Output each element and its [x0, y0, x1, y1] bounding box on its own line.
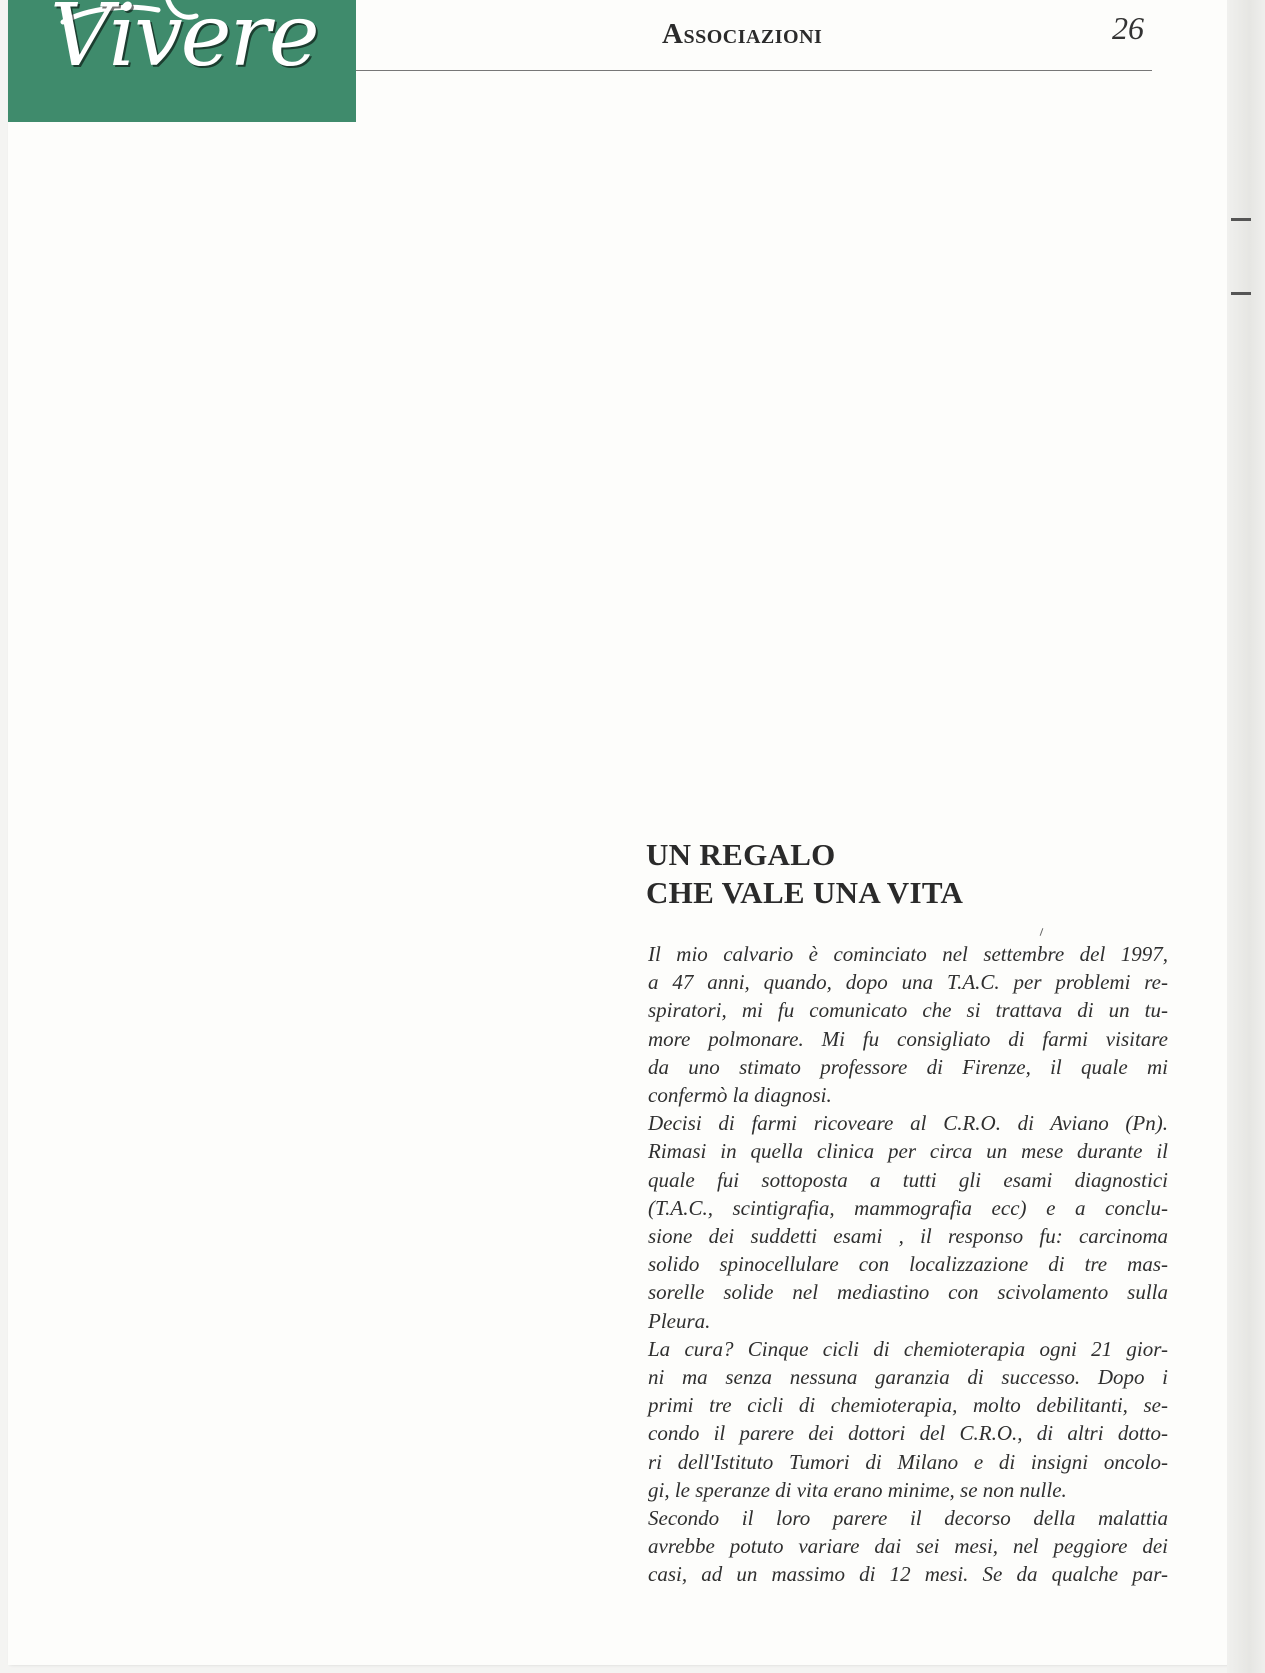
- body-line: La cura? Cinque cicli di chemioterapia ogni 21 gior-: [648, 1336, 1168, 1361]
- header-divider: [356, 70, 1152, 71]
- body-line: sorelle solide nel mediastino con scivolamento sulla: [648, 1280, 1168, 1305]
- body-line: solido spinocellulare con localizzazione di tre mas-: [648, 1252, 1168, 1277]
- body-line: Decisi di farmi ricoveare al C.R.O. di Aviano (Pn).: [648, 1111, 1168, 1136]
- article-title-line: CHE VALE UNA VITA: [646, 875, 964, 910]
- body-line: primi tre cicli di chemioterapia, molto debilitanti, se-: [648, 1393, 1168, 1418]
- body-line: da uno stimato professore di Firenze, il quale mi: [648, 1054, 1168, 1079]
- body-line: spiratori, mi fu comunicato che si trattava di un tu-: [648, 998, 1168, 1023]
- edge-mark: [1231, 292, 1251, 295]
- body-line: ni ma senza nessuna garanzia di successo. Dopo i: [648, 1365, 1168, 1390]
- body-line: Pleura.: [648, 1308, 711, 1333]
- article-body: [648, 940, 1168, 1589]
- body-line: Secondo il loro parere il decorso della malattia: [648, 1506, 1168, 1531]
- body-line: confermò la diagnosi.: [648, 1083, 832, 1108]
- body-line: avrebbe potuto variare dai sei mesi, nel peggiore dei: [648, 1534, 1168, 1559]
- body-line: gi, le speranze di vita erano minime, se non nulle.: [648, 1477, 1067, 1502]
- body-line: condo il parere dei dottori del C.R.O., di altri dotto-: [648, 1421, 1168, 1446]
- body-line: (T.A.C., scintigrafia, mammografia ecc) e a conclu-: [648, 1195, 1168, 1220]
- article-title: [646, 836, 963, 912]
- section-title: Associazioni: [662, 18, 823, 50]
- body-line: casi, ad un massimo di 12 mesi. Se da qualche par-: [648, 1562, 1168, 1587]
- page-edge: [1227, 0, 1265, 1673]
- body-line: ri dell'Istituto Tumori di Milano e di insigni oncolo-: [648, 1449, 1168, 1474]
- body-line: Rimasi in quella clinica per circa un mese durante il: [648, 1139, 1168, 1164]
- body-line: sione dei suddetti esami , il responso fu: carcinoma: [648, 1224, 1168, 1249]
- edge-mark: [1231, 218, 1251, 221]
- body-line: Il mio calvario è cominciato nel settembre del 1997,: [648, 942, 1168, 966]
- logo-text: Vivere: [50, 0, 318, 86]
- body-line: a 47 anni, quando, dopo una T.A.C. per problemi re-: [648, 970, 1168, 995]
- article-title-line: UN REGALO: [646, 837, 836, 872]
- body-line: more polmonare. Mi fu consigliato di farmi visitare: [648, 1026, 1168, 1051]
- page-number: 26: [1112, 10, 1144, 46]
- magazine-logo: [8, 0, 356, 122]
- body-line: quale fui sottoposta a tutti gli esami diagnostici: [648, 1167, 1168, 1192]
